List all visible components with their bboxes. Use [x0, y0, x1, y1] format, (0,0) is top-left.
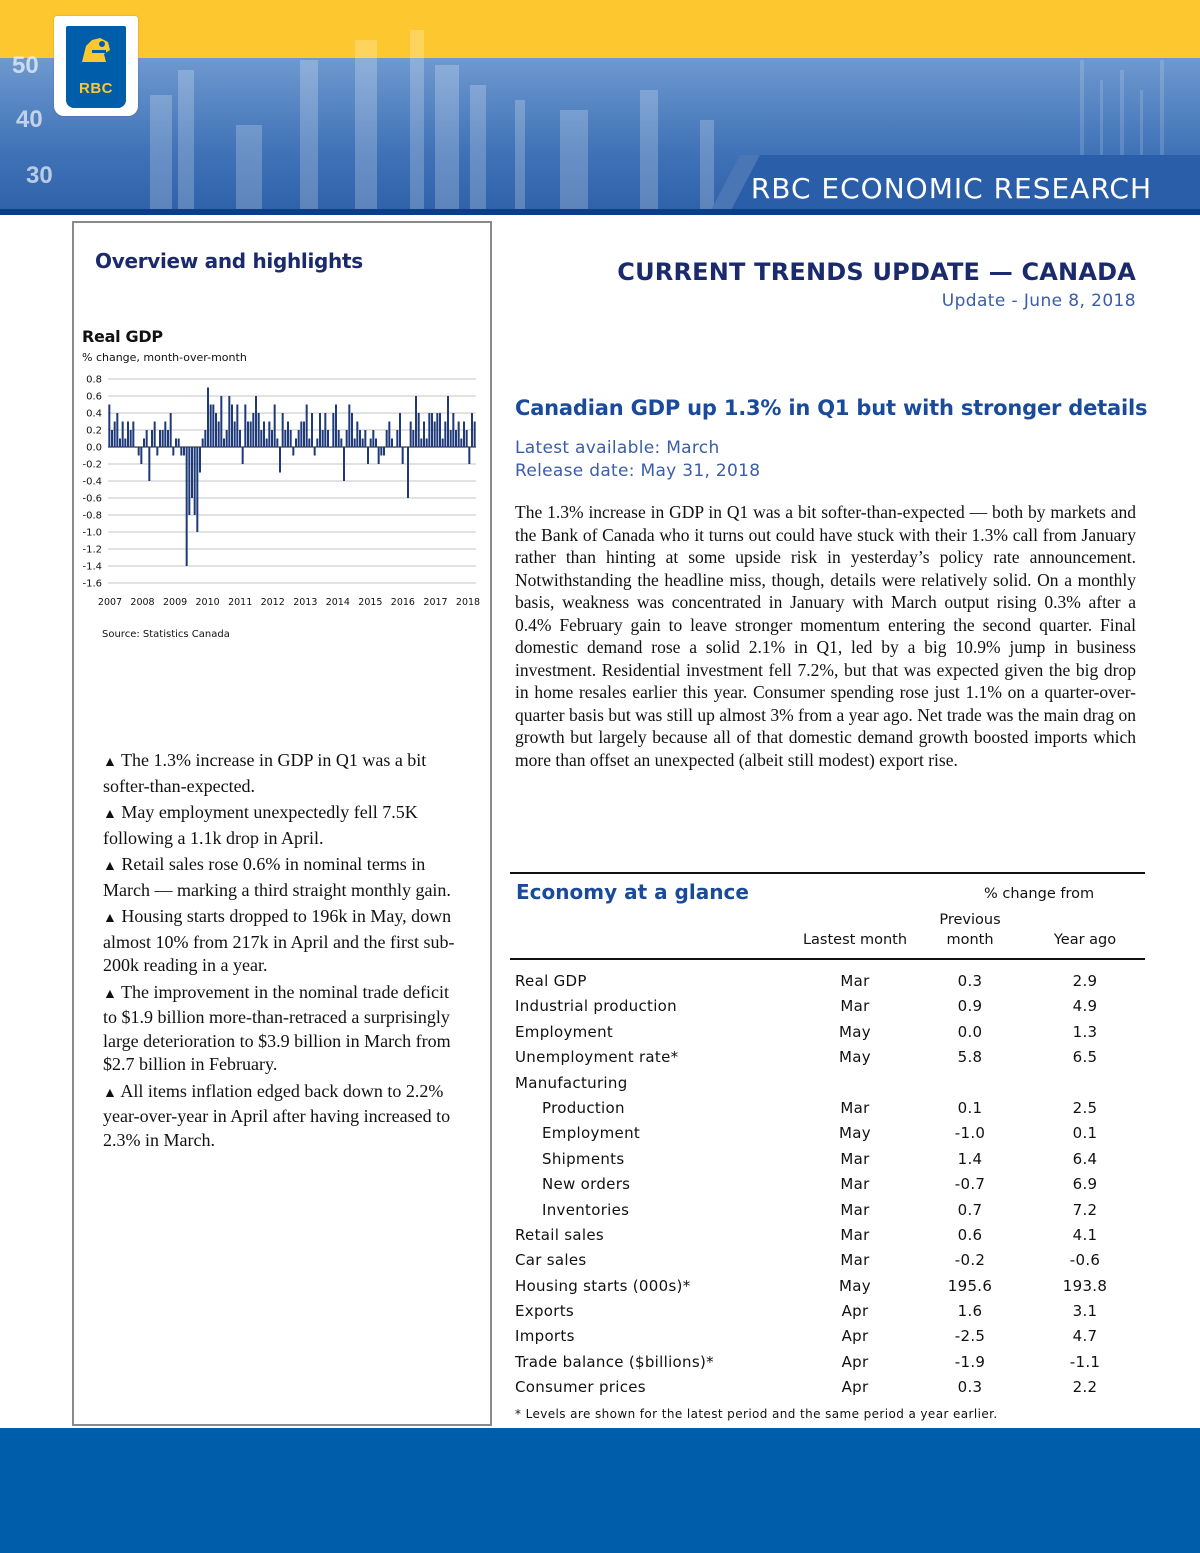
chart-bar [236, 405, 238, 448]
chart-bar [442, 439, 444, 448]
y-tick-label: 0.0 [86, 442, 102, 454]
row-label: Inventories [542, 1200, 630, 1219]
chart-bar [252, 413, 254, 447]
highlight-item [103, 853, 463, 902]
chart-bar [402, 447, 404, 464]
chart-bar [183, 447, 185, 456]
row-year-ago-change: 6.9 [1072, 1175, 1098, 1194]
chart-bar [423, 422, 425, 448]
chart-bar [196, 447, 198, 532]
row-latest-month: May [839, 1048, 871, 1067]
real-gdp-chart [74, 363, 490, 613]
chart-bar [436, 413, 438, 447]
row-latest-month: Mar [840, 1098, 870, 1117]
y-tick-label: 0.8 [86, 374, 102, 386]
chart-bar [380, 447, 382, 456]
chart-bar [335, 405, 337, 448]
chart-bar [447, 396, 449, 447]
triangle-bullet-icon: ▲ [103, 859, 117, 874]
chart-bar [343, 447, 345, 481]
row-latest-month: Mar [840, 1200, 870, 1219]
report-date: Update - June 8, 2018 [941, 291, 1136, 311]
highlight-text: Housing starts dropped to 196k in May, down almost 10% from 217k in April and the first sub-200k reading in a year. [103, 906, 455, 975]
row-label: Trade balance ($billions)* [515, 1352, 714, 1371]
y-tick-label: 0.4 [86, 408, 102, 420]
chart-bar [146, 430, 148, 447]
row-previous-month-change: -1.0 [954, 1124, 986, 1143]
row-previous-month-change: 1.6 [957, 1302, 983, 1321]
chart-bar [367, 447, 369, 464]
economy-table [510, 872, 1145, 1427]
row-label: Shipments [542, 1149, 625, 1168]
article-meta [515, 437, 760, 483]
chart-bar [116, 413, 118, 447]
x-tick-label: 2017 [423, 597, 448, 608]
row-year-ago-change: 7.2 [1072, 1200, 1098, 1219]
y-tick-label: -1.6 [82, 578, 102, 590]
y-tick-label: -1.2 [82, 544, 102, 556]
chart-title: Real GDP [82, 327, 163, 346]
chart-bar [151, 430, 153, 447]
table-footnote: * Levels are shown for the latest period and the same period a year earlier. [515, 1407, 998, 1421]
col-header-previous-month: Previous month [939, 912, 1001, 948]
chart-bar [364, 430, 366, 447]
chart-bar [450, 430, 452, 447]
highlight-text: The 1.3% increase in GDP in Q1 was a bit softer-than-expected. [103, 750, 427, 796]
chart-bar [178, 439, 180, 448]
row-previous-month-change: -1.9 [954, 1352, 986, 1371]
chart-bar [375, 439, 377, 448]
chart-bar [428, 413, 430, 447]
table-row [510, 1045, 1145, 1070]
col-header-latest-month: Lastest month [802, 932, 908, 948]
chart-bar [444, 422, 446, 448]
highlight-item [103, 905, 463, 978]
chart-bar [306, 405, 308, 448]
y-tick-label: -0.4 [82, 476, 102, 488]
chart-bar [210, 405, 212, 448]
chart-bar [170, 413, 172, 447]
chart-bar [111, 430, 113, 447]
chart-bar [322, 430, 324, 447]
chart-bar [274, 405, 276, 448]
chart-bar [340, 439, 342, 448]
chart-bar [242, 447, 244, 464]
chart-bar [247, 422, 249, 448]
y-tick-label: -1.0 [82, 527, 102, 539]
chart-bar [268, 422, 270, 448]
row-label: Industrial production [515, 997, 677, 1016]
chart-bar [354, 439, 356, 448]
chart-bar [308, 439, 310, 448]
x-tick-label: 2014 [325, 597, 350, 608]
row-latest-month: Mar [840, 972, 870, 990]
chart-bar [295, 439, 297, 448]
chart-bar [372, 430, 374, 447]
chart-bar [140, 447, 142, 464]
chart-bar [332, 413, 334, 447]
chart-bar [346, 430, 348, 447]
chart-bar [244, 405, 246, 448]
row-latest-month: Apr [841, 1378, 869, 1397]
row-previous-month-change: 0.1 [957, 1098, 983, 1117]
chart-bar [455, 430, 457, 447]
row-previous-month-change: 0.6 [957, 1225, 983, 1244]
chart-bar [220, 396, 222, 447]
chart-bar [159, 430, 161, 447]
triangle-bullet-icon: ▲ [103, 911, 117, 926]
chart-bar [458, 422, 460, 448]
article-headline: Canadian GDP up 1.3% in Q1 but with stronger details [515, 396, 1148, 420]
x-tick-label: 2016 [390, 597, 415, 608]
row-year-ago-change: 4.9 [1072, 997, 1098, 1016]
chart-bar [135, 447, 137, 448]
chart-bar [167, 430, 169, 447]
triangle-bullet-icon: ▲ [103, 986, 117, 1002]
chart-bar [191, 447, 193, 498]
chart-bar [474, 422, 476, 448]
highlight-text: The improvement in the nominal trade deficit to $1.9 billion more-than-retraced a surprisingly large deterioration to $3.9 billion in March from $2.7 billion in February. [103, 981, 451, 1074]
chart-bar [148, 447, 150, 481]
chart-bar [404, 447, 406, 448]
chart-bar [370, 439, 372, 448]
table-row [510, 969, 1145, 994]
triangle-bullet-icon: ▲ [103, 755, 117, 770]
chart-bar [431, 413, 433, 447]
chart-bar [396, 430, 398, 447]
table-top-rule [510, 872, 1145, 874]
x-tick-label: 2010 [195, 597, 220, 608]
row-latest-month: Mar [840, 1175, 870, 1194]
chart-bar [223, 439, 225, 448]
y-tick-label: -0.8 [82, 510, 102, 522]
table-row [510, 1020, 1145, 1045]
highlight-item [103, 1080, 463, 1153]
row-previous-month-change: -2.5 [954, 1327, 986, 1346]
row-label: Employment [542, 1124, 641, 1143]
overview-sidebar [72, 221, 492, 1426]
row-year-ago-change: 4.7 [1072, 1327, 1098, 1346]
chart-bar [386, 430, 388, 447]
report-title: CURRENT TRENDS UPDATE — CANADA [617, 258, 1136, 286]
table-row [510, 1299, 1145, 1324]
triangle-bullet-icon: ▲ [103, 1085, 117, 1101]
row-latest-month: Apr [841, 1327, 869, 1346]
chart-bar [164, 422, 166, 448]
y-tick-label: 0.6 [86, 391, 102, 403]
chart-bar [330, 447, 332, 448]
row-latest-month: Apr [841, 1352, 869, 1371]
chart-bar [194, 447, 196, 515]
chart-bar [399, 413, 401, 447]
x-tick-label: 2011 [228, 597, 253, 608]
row-label: Exports [515, 1302, 575, 1321]
chart-bar [228, 396, 230, 447]
page-footer [0, 1428, 1200, 1553]
chart-bar [204, 430, 206, 447]
chart-bar [226, 430, 228, 447]
chart-bar [303, 422, 305, 448]
chart-bar [215, 413, 217, 447]
y-tick-label: -0.2 [82, 459, 102, 471]
table-row [510, 1248, 1145, 1273]
y-tick-label: 0.2 [86, 425, 102, 437]
row-year-ago-change: 193.8 [1062, 1276, 1108, 1295]
row-label: New orders [542, 1175, 631, 1194]
economy-table-title: Economy at a glance [516, 880, 749, 904]
chart-bar [327, 430, 329, 447]
chart-bar [284, 430, 286, 447]
chart-bar [234, 422, 236, 448]
row-year-ago-change: 0.1 [1072, 1124, 1098, 1143]
header-axis-number: 50 [12, 52, 39, 79]
chart-bar [202, 439, 204, 448]
chart-bar [434, 422, 436, 448]
table-row [510, 1350, 1145, 1375]
chart-bar [154, 422, 156, 448]
row-year-ago-change: -1.1 [1069, 1352, 1101, 1371]
chart-bar [138, 447, 140, 456]
row-previous-month-change: 0.7 [957, 1200, 983, 1219]
chart-bar [319, 413, 321, 447]
chart-subtitle: % change, month-over-month [82, 351, 247, 364]
row-latest-month: May [839, 1124, 871, 1143]
latest-available: Latest available: March [515, 438, 720, 458]
row-latest-month: May [839, 1022, 871, 1041]
chart-bar [271, 430, 273, 447]
chart-bar [348, 405, 350, 448]
row-year-ago-change: 2.9 [1072, 972, 1098, 990]
chart-bar [407, 447, 409, 498]
chart-bar [276, 439, 278, 448]
chart-bar [231, 405, 233, 448]
chart-bar [266, 439, 268, 448]
highlight-text: Retail sales rose 0.6% in nominal terms in March — marking a third straight monthly gain. [103, 854, 451, 900]
x-tick-label: 2009 [163, 597, 188, 608]
row-year-ago-change: 1.3 [1072, 1022, 1098, 1041]
table-row [510, 1172, 1145, 1197]
row-previous-month-change: 195.6 [947, 1276, 993, 1295]
chart-bar [362, 439, 364, 448]
col-header-year-ago: Year ago [1053, 932, 1117, 948]
row-latest-month: Mar [840, 1251, 870, 1270]
chart-bar [172, 447, 174, 456]
row-previous-month-change: -0.7 [954, 1175, 986, 1194]
highlight-item [103, 801, 463, 850]
chart-bar [439, 413, 441, 447]
table-row [510, 1071, 1145, 1096]
chart-bar [260, 430, 262, 447]
row-year-ago-change: 4.1 [1072, 1225, 1098, 1244]
chart-bar [162, 430, 164, 447]
chart-bar [114, 422, 116, 448]
economy-table-body [510, 969, 1145, 1401]
row-label: Retail sales [515, 1225, 604, 1244]
chart-bar [378, 447, 380, 464]
chart-bar [324, 413, 326, 447]
row-previous-month-change: 1.4 [957, 1149, 983, 1168]
chart-bar [314, 447, 316, 456]
chart-bar [468, 447, 470, 464]
chart-bar [463, 422, 465, 448]
y-tick-label: -1.4 [82, 561, 102, 573]
row-year-ago-change: 6.5 [1072, 1048, 1098, 1067]
rbc-logo [54, 16, 138, 116]
chart-bar [466, 430, 468, 447]
chart-bar [207, 388, 209, 448]
chart-bar [300, 422, 302, 448]
highlight-item [103, 749, 463, 798]
chart-bar [290, 430, 292, 447]
table-row [510, 994, 1145, 1019]
chart-bar [218, 422, 220, 448]
chart-bar [452, 413, 454, 447]
row-latest-month: Mar [840, 997, 870, 1016]
row-latest-month: Mar [840, 1225, 870, 1244]
release-date: Release date: May 31, 2018 [515, 461, 761, 481]
row-previous-month-change: 0.9 [957, 997, 983, 1016]
section-title: RBC ECONOMIC RESEARCH [750, 172, 1152, 205]
chart-bar [263, 422, 265, 448]
chart-bar [471, 413, 473, 447]
x-tick-label: 2007 [97, 597, 123, 608]
row-year-ago-change: 2.5 [1072, 1098, 1098, 1117]
highlight-item [103, 981, 463, 1077]
table-row [510, 1223, 1145, 1248]
row-label: Manufacturing [515, 1073, 628, 1092]
chart-bar [175, 439, 177, 448]
chart-bar [130, 430, 132, 447]
chart-bar [279, 447, 281, 473]
table-row [510, 1375, 1145, 1400]
chart-bar [359, 430, 361, 447]
chart-bar [292, 447, 294, 456]
chart-bar [188, 447, 190, 515]
chart-bar [108, 405, 110, 448]
x-tick-label: 2015 [358, 597, 383, 608]
chart-bar [132, 422, 134, 448]
row-label: Imports [515, 1327, 575, 1346]
row-previous-month-change: -0.2 [954, 1251, 986, 1270]
rbc-logo-shield [66, 26, 126, 108]
chart-bar [391, 439, 393, 448]
row-year-ago-change: -0.6 [1069, 1251, 1101, 1270]
chart-bar [383, 447, 385, 456]
table-header-rule [510, 958, 1145, 960]
chart-bar [412, 430, 414, 447]
x-tick-label: 2013 [293, 597, 318, 608]
chart-bar [180, 447, 182, 456]
table-row [510, 1147, 1145, 1172]
row-previous-month-change: 0.3 [957, 972, 983, 990]
chart-bar [239, 430, 241, 447]
chart-bar [426, 439, 428, 448]
chart-bar [420, 439, 422, 448]
row-label: Employment [515, 1022, 614, 1041]
chart-bar [127, 422, 129, 448]
highlights-list [103, 749, 463, 1155]
row-previous-month-change: 5.8 [957, 1048, 983, 1067]
table-row [510, 1121, 1145, 1146]
chart-bar [255, 396, 257, 447]
row-previous-month-change: 0.3 [957, 1378, 983, 1397]
header-axis-number: 40 [16, 106, 43, 133]
row-label: Production [542, 1098, 625, 1117]
rbc-logo-text: RBC [79, 80, 113, 97]
row-previous-month-change: 0.0 [957, 1022, 983, 1041]
chart-bar [415, 396, 417, 447]
row-label: Unemployment rate* [515, 1048, 679, 1067]
chart-bar [143, 439, 145, 448]
chart-bar [388, 422, 390, 448]
chart-bar [410, 422, 412, 448]
chart-bar [212, 405, 214, 448]
table-row [510, 1198, 1145, 1223]
chart-bar [124, 439, 126, 448]
highlight-text: May employment unexpectedly fell 7.5K following a 1.1k drop in April. [103, 802, 418, 848]
table-row [510, 1096, 1145, 1121]
chart-bar [394, 447, 396, 448]
page-header [0, 0, 1200, 215]
x-tick-label: 2008 [130, 597, 155, 608]
table-row [510, 1324, 1145, 1349]
chart-bar [356, 422, 358, 448]
chart-bar [122, 422, 124, 448]
chart-bar [311, 413, 313, 447]
triangle-bullet-icon: ▲ [103, 807, 117, 822]
chart-bar [316, 439, 318, 448]
highlight-text: All items inflation edged back down to 2.2% year-over-year in April after having increased to 2.3% in March. [103, 1080, 451, 1150]
chart-bar [199, 447, 201, 473]
row-label: Real GDP [515, 972, 587, 990]
chart-bar [287, 422, 289, 448]
row-latest-month: Apr [841, 1302, 869, 1321]
row-year-ago-change: 3.1 [1072, 1302, 1098, 1321]
chart-source: Source: Statistics Canada [102, 629, 230, 640]
x-tick-label: 2012 [260, 597, 285, 608]
chart-bar [338, 430, 340, 447]
table-row [510, 1274, 1145, 1299]
y-tick-label: -0.6 [82, 493, 102, 505]
article-body: The 1.3% increase in GDP in Q1 was a bit softer-than-expected — both by markets and the Bank of Canada who it turns out could have stuck with their 1.3% call from January rather than hinting at some upside risk in yesterday’s policy rate announcement. Notwithstanding the headline miss, though, details were relatively solid. On a monthly basis, weakness was concentrated in January with March output rising 0.3% after a 0.4% February gain to leave stronger momentum entering the second quarter. Final domestic demand rose a solid 2.1% in Q1, led by a big 10.9% jump in business investment. Residential investment fell 7.2%, but that was expected given the big drop in home resales earlier this year. Consumer spending rose just 1.1% on a quarter-over-quarter basis but was still up almost 3% from a year ago. Net trade was the main drag on growth but largely because all of that domestic demand growth boosted imports which more than offset an unexpected (albeit still modest) export rise. [515, 502, 1136, 770]
chart-bar [156, 447, 158, 456]
chart-bar [119, 439, 121, 448]
chart-bar [258, 413, 260, 447]
row-latest-month: Mar [840, 1149, 870, 1168]
chart-bar [186, 447, 188, 566]
row-label: Car sales [515, 1251, 587, 1270]
chart-bar [282, 413, 284, 447]
chart-bar [250, 422, 252, 448]
row-label: Consumer prices [515, 1378, 646, 1397]
header-bottom-rule [0, 209, 1200, 215]
x-tick-label: 2018 [455, 597, 481, 608]
chart-bar [298, 430, 300, 447]
lion-icon [78, 32, 114, 68]
row-year-ago-change: 2.2 [1072, 1378, 1098, 1397]
chart-bar [460, 439, 462, 448]
row-latest-month: May [839, 1276, 871, 1295]
sidebar-title: Overview and highlights [95, 249, 363, 273]
row-year-ago-change: 6.4 [1072, 1149, 1098, 1168]
chart-bar [418, 413, 420, 447]
header-axis-number: 30 [26, 162, 53, 189]
row-label: Housing starts (000s)* [515, 1276, 691, 1295]
chart-bar [351, 413, 353, 447]
pct-change-header: % change from [984, 886, 1095, 902]
